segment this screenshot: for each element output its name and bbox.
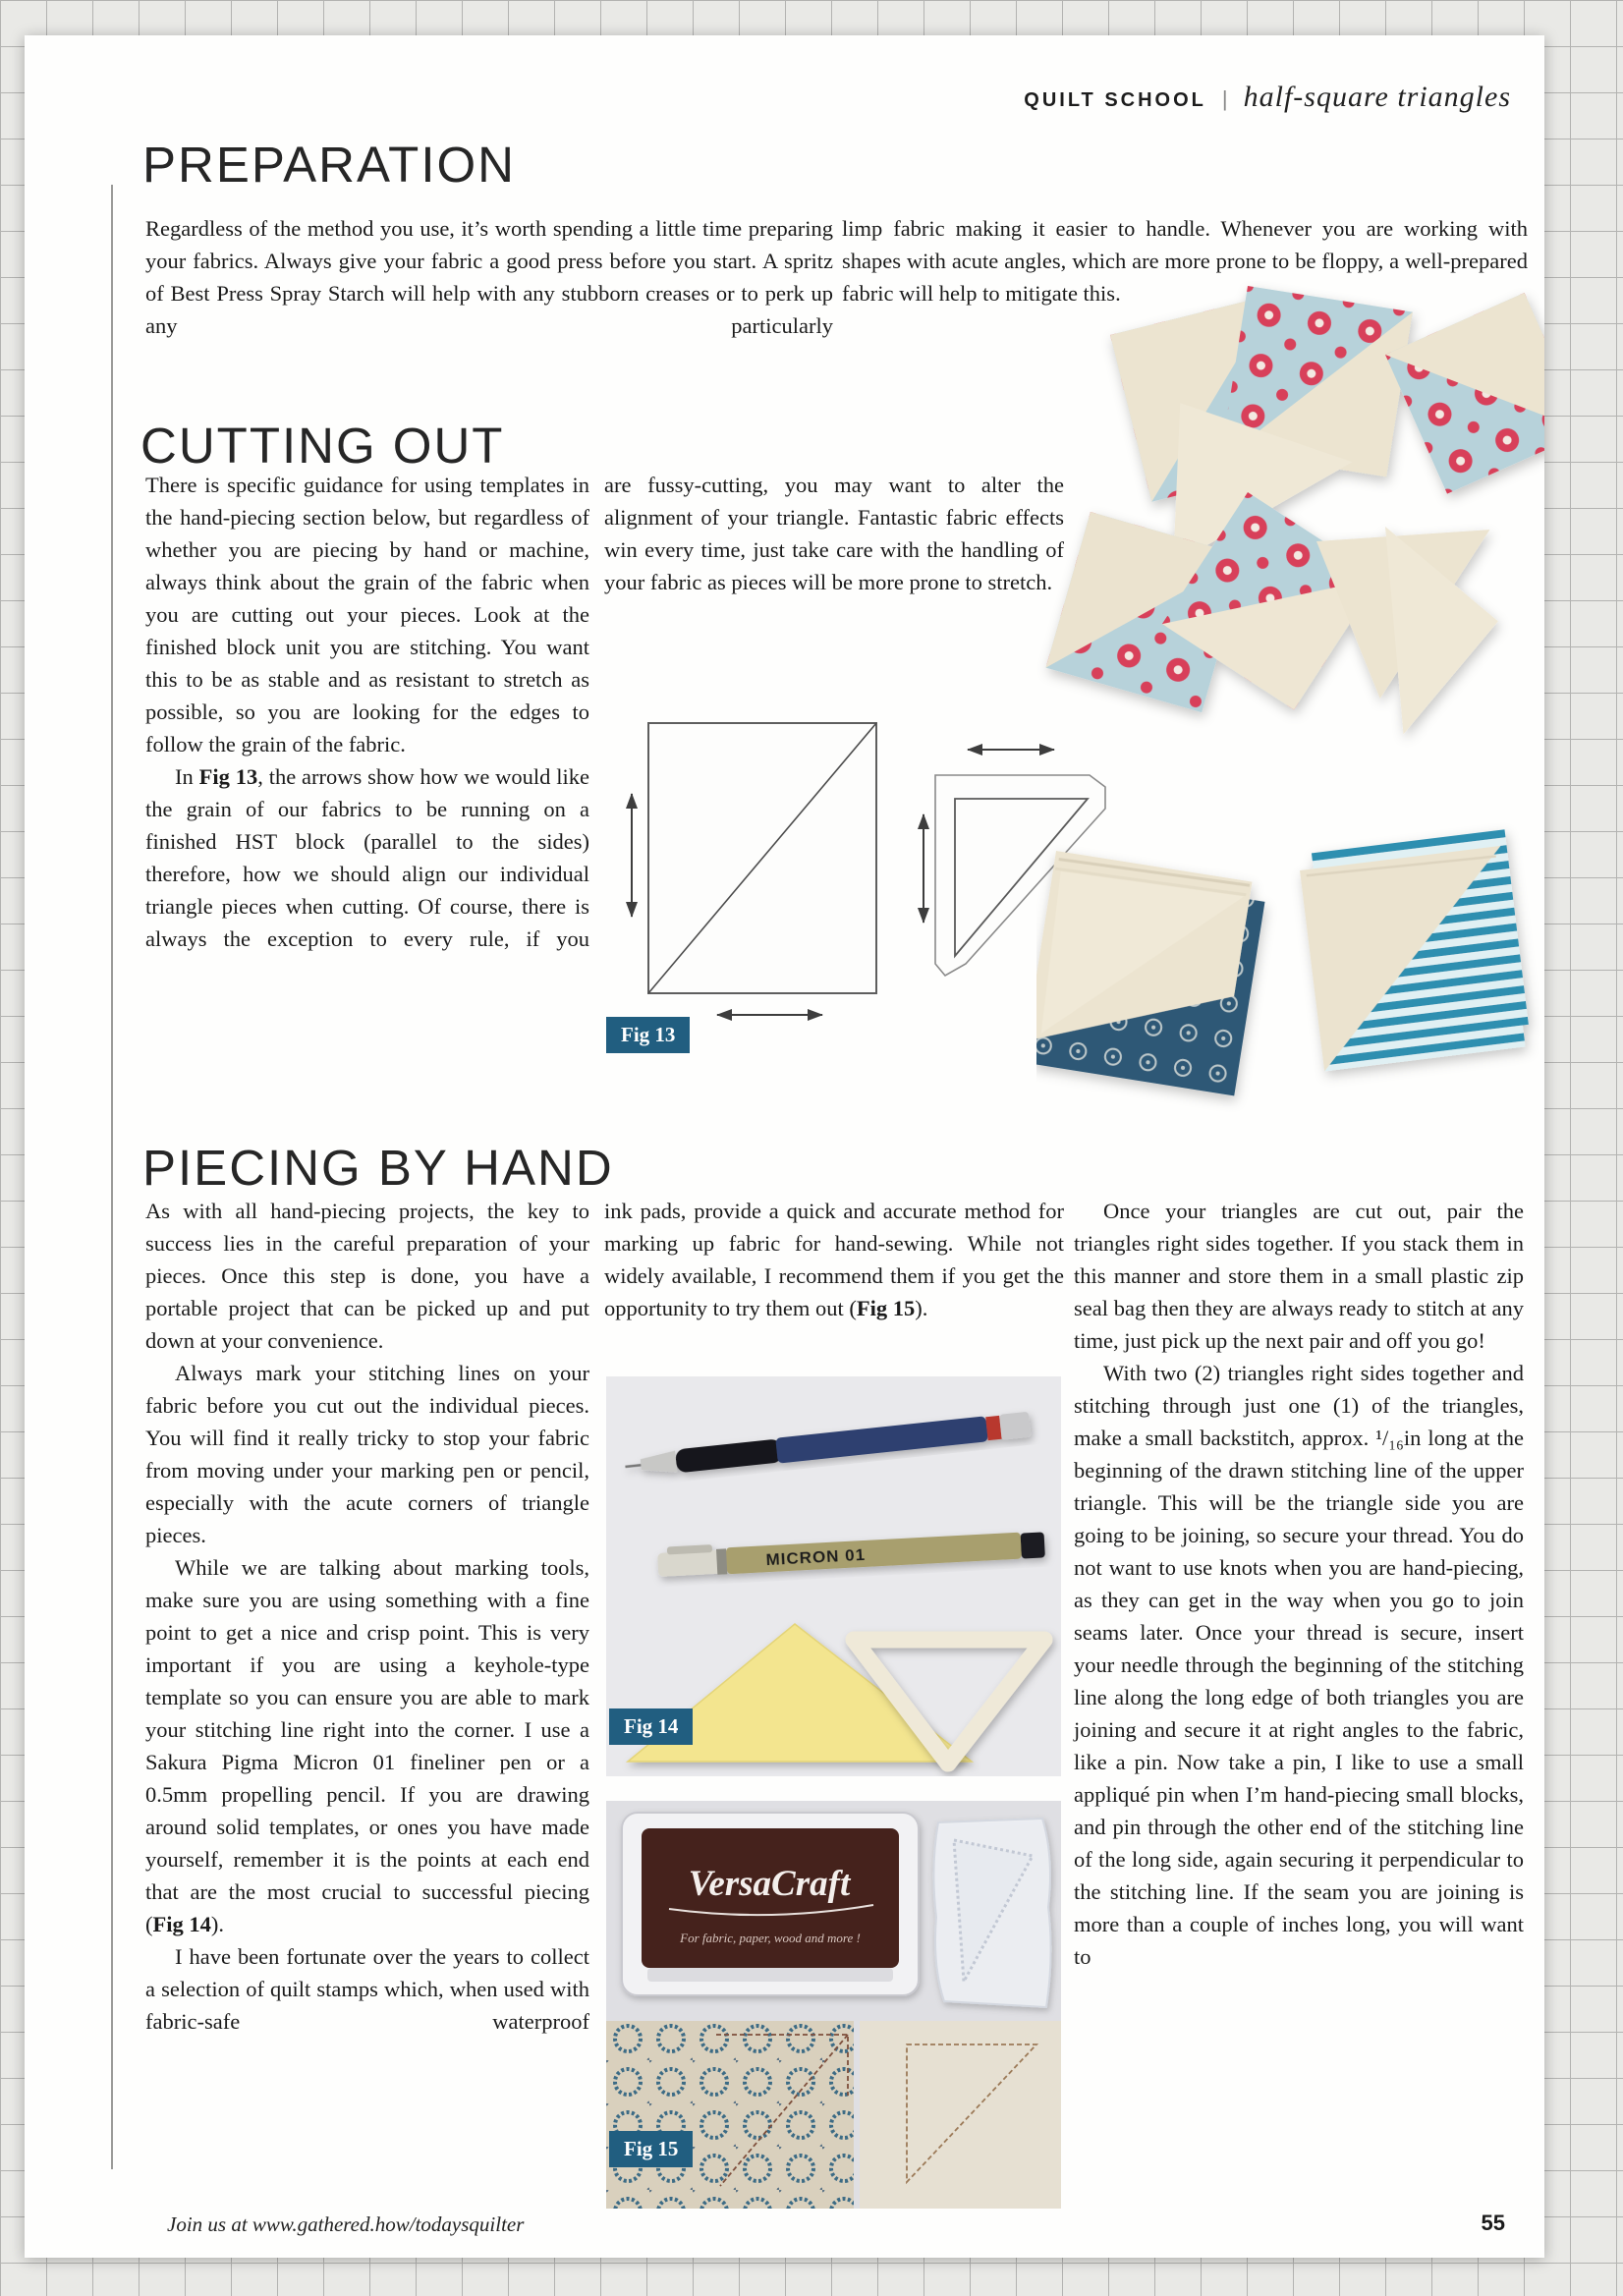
paragraph (604, 1195, 1064, 1324)
fig15-label: Fig 15 (609, 2131, 693, 2167)
section-heading-piecing-by-hand: PIECING BY HAND (142, 1140, 614, 1196)
text-run: , the arrows show how we would like the grain of our fabrics to be running on a finished HST block (parallel to the sides) therefore, how we should align our individual triangle pieces when cutting. Of course, there is always the exception to every rule, if you (145, 764, 590, 951)
header-title: half-square triangles (1243, 81, 1511, 113)
header-separator: | (1221, 86, 1228, 111)
fig14-reference: Fig 14 (152, 1912, 211, 1936)
text-run: ). (210, 1912, 224, 1936)
hst-stack-navy-floral (1036, 851, 1267, 1095)
section-heading-preparation: PREPARATION (142, 137, 516, 193)
paragraph: limp fabric making it easier to handle. Whenever you are working with shapes with acute angles, which are more prone to be floppy, a well-prepared fabric will help to mitigate this. (842, 216, 1528, 306)
page-number: 55 (1481, 2211, 1505, 2235)
paragraph: Regardless of the method you use, it’s worth spending a little time preparing your fabrics. Always give your fabric a good press before you start. A spritz of Best Press Spray Starch will help with any stubborn creases or to perk up any particularly (145, 216, 833, 338)
fig13-reference: Fig 13 (198, 764, 258, 789)
cutting-out-col2 (604, 469, 1064, 598)
hst-square-diagram (648, 723, 876, 993)
hst-fabric-collage (1036, 281, 1544, 1126)
paragraph: Once your triangles are cut out, pair the triangles right sides together. If you stack them in this manner and store them in a small plastic zip seal bag then they are always ready to stitch at any time, just pick up the next pair and off you go! (1074, 1199, 1524, 1353)
text-run: In (175, 764, 199, 789)
paragraph: Always mark your stitching lines on your fabric before you cut out the individual pieces. You will find it really tricky to stop your fabric from moving under your marking pen or pencil, especially with the acute corners of triangle pieces. (145, 1361, 589, 1547)
footer-tagline: Join us at www.gathered.how/todaysquilter (167, 2212, 525, 2236)
paragraph: As with all hand-piecing projects, the key to success lies in the careful preparation of your pieces. Once this step is done, you have a portable project that can be picked up and put down at your convenience. (145, 1199, 589, 1353)
cutting-out-col1 (145, 469, 589, 955)
page-header (1024, 81, 1511, 114)
paragraph (145, 760, 589, 955)
pen-brand-text: MICRON 01 (765, 1544, 867, 1570)
paragraph: are fussy-cutting, you may want to alter the alignment of your triangle. Fantastic fabric effects win every time, just take care with the handling of your fabric as pieces will be more prone to stretch. (604, 473, 1064, 594)
hst-pile-red-floral (1046, 286, 1544, 734)
piecing-col3 (1074, 1195, 1524, 1973)
stamped-fabric-swatches (606, 2021, 1061, 2209)
paragraph (145, 1551, 589, 1940)
fig15-reference: Fig 15 (856, 1296, 916, 1320)
magazine-page (25, 35, 1544, 2258)
text-run: ). (915, 1296, 928, 1320)
fabric-pile-photo (1036, 281, 1544, 1126)
preparation-col1 (145, 212, 833, 342)
paragraph: With two (2) triangles right sides together and stitching through just one (1) of the triangles, make a small backstitch, approx. ¹/₁₆in long at the beginning of the drawn stitching line of the upper triangle. This will be the triangle side you are going to be joining, so secure your thread. You do not want to use knots when you are hand-piecing, as they can get in the way when you go to join seams later. Once your thread is secure, insert your needle through the beginning of the stitching line along the long edge of both triangles you are joining and secure it at right angles to the fabric, like a pin. Now take a pin, I like to use a small appliqué pin when I’m hand-piecing small blocks, and pin through the other end of the stitching line of the long side, again securing it perpendicular to the stitching line. If the seam you are joining is more than a couple of inches long, you will want to (1074, 1361, 1524, 1969)
fig15-photo (606, 1801, 1061, 2209)
inkpad-brand-text: VersaCraft (688, 1864, 851, 1904)
paragraph: I have been fortunate over the years to collect a selection of quilt stamps which, when used with fabric-safe waterproof (145, 1944, 589, 2034)
inkpad-tagline-text: For fabric, paper, wood and more ! (680, 1931, 861, 1945)
left-margin-rule (111, 185, 113, 2169)
text-run: ink pads, provide a quick and accurate method for marking up fabric for hand-sewing. While not widely available, I recommend them if you get the opportunity to try them out ( (604, 1199, 1064, 1320)
section-heading-cutting-out: CUTTING OUT (140, 418, 505, 474)
clear-stamp (933, 1819, 1050, 2007)
fig13-label: Fig 13 (606, 1017, 690, 1053)
text-run: While we are talking about marking tools, make sure you are using something with a fine point to get a nice and crisp point. This is very important if you are using a keyhole-type template so you can ensure you are able to mark your stitching line right into the corner. I use a Sakura Pigma Micron 01 fineliner pen or a 0.5mm propelling pencil. If you are drawing around solid templates, or ones you have made yourself, remember it is the points at each end that are the most crucial to successful piecing ( (145, 1555, 589, 1936)
fig14-label: Fig 14 (609, 1708, 693, 1745)
hst-stack-teal-stripes (1298, 829, 1531, 1071)
ink-pad (622, 1813, 919, 1995)
piecing-col2 (604, 1195, 1064, 1324)
header-kicker: QUILT SCHOOL (1024, 89, 1206, 111)
paragraph: There is specific guidance for using templates in the hand-piecing section below, but regardless of whether you are piecing by hand or machine, always think about the grain of the fabric when you are cutting out your pieces. Look at the finished block unit you are stitching. You want this to be as stable and as resistant to stretch as possible, so you are looking for the edges to follow the grain of the fabric. (145, 473, 589, 756)
fig14-photo (606, 1376, 1061, 1776)
piecing-col1 (145, 1195, 589, 2038)
